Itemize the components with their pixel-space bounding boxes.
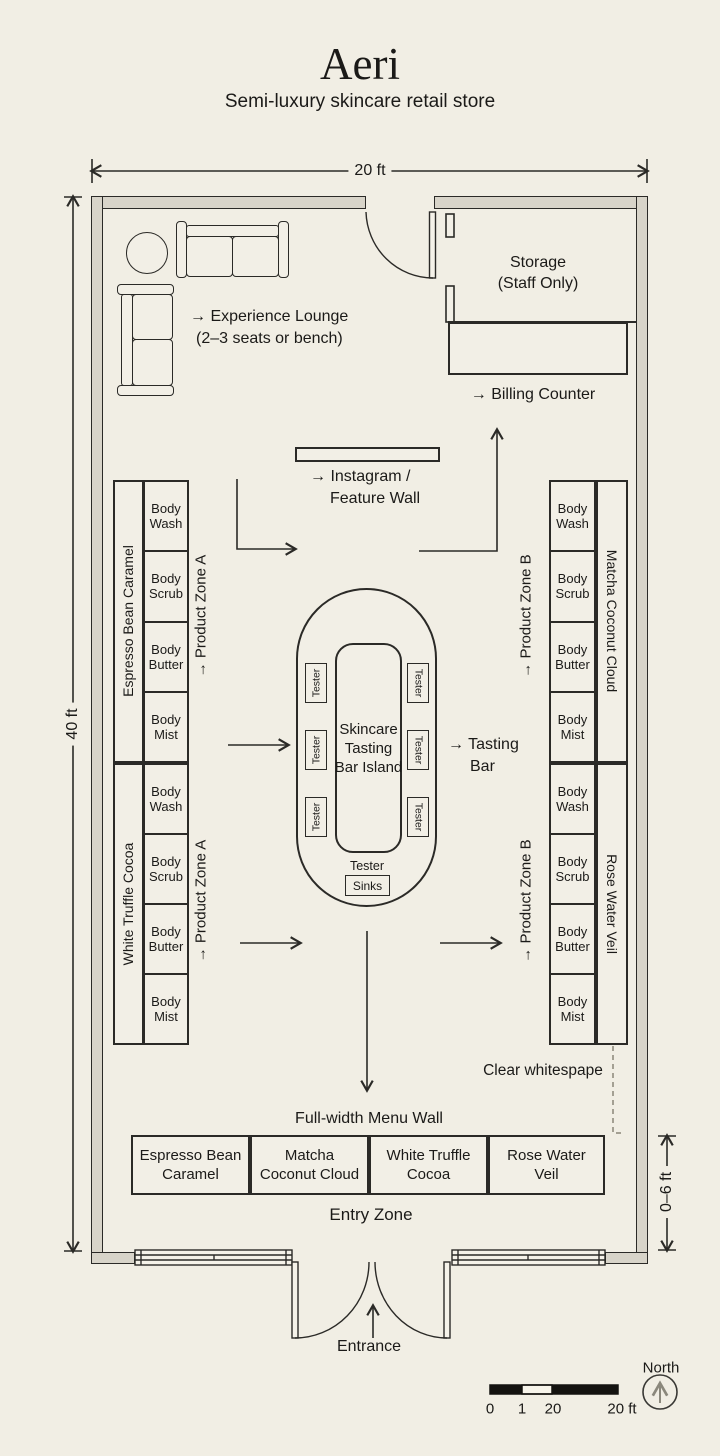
scale-tick-0: 0	[485, 1400, 495, 1418]
shelf-left-top: Body Wash Body Scrub Body Butter Body Mist	[143, 480, 189, 763]
menu-wall-title: Full-width Menu Wall	[295, 1110, 443, 1127]
window-left	[135, 1250, 292, 1265]
scent-label-truffle: White Truffle Cocoa	[120, 842, 136, 966]
entrance-label: Entrance	[336, 1338, 402, 1355]
scale-unit-label: 20 ft	[607, 1400, 637, 1418]
zone-a-label-top: → Product Zone A	[192, 554, 210, 678]
window-right	[452, 1250, 605, 1265]
shelf-left-bottom: Body Wash Body Scrub Body Butter Body Mist	[143, 763, 189, 1045]
zone-b-label-bottom: → Product Zone B	[517, 839, 535, 963]
dim-height-label: 40 ft	[64, 702, 82, 745]
billing-label: → Billing Counter	[470, 386, 596, 403]
scale-bar	[490, 1385, 618, 1394]
lounge-label: → Experience Lounge (2–3 seats or bench)	[190, 308, 349, 347]
tester-sinks-label: Tester	[349, 859, 385, 873]
menu-item-truffle: White Truffle Cocoa	[369, 1135, 488, 1195]
scale-tick-20: 20	[544, 1400, 562, 1418]
zone-a-label-bottom: → Product Zone A	[192, 839, 210, 963]
clear-space-dashed-line	[598, 1043, 625, 1133]
tester-box: Tester	[305, 730, 327, 770]
storage-label: Storage (Staff Only)	[497, 254, 579, 292]
lounge-round-table	[126, 232, 168, 274]
page-subtitle: Semi-luxury skincare retail store	[224, 91, 496, 112]
menu-item-espresso: Espresso Bean Caramel	[131, 1135, 250, 1195]
entrance-doors	[292, 1262, 450, 1338]
entry-zone-label: Entry Zone	[329, 1205, 413, 1224]
clear-whitespace-note: Clear whitespape	[483, 1062, 603, 1079]
dim-entry-label: 0–6 ft	[658, 1166, 676, 1218]
sinks-box: Sinks	[345, 875, 390, 896]
scent-label-espresso: Espresso Bean Caramel	[120, 545, 136, 697]
dim-width-label: 20 ft	[348, 162, 391, 180]
billing-counter	[448, 322, 628, 375]
menu-item-rose: Rose Water Veil	[488, 1135, 605, 1195]
scale-tick-1: 1	[517, 1400, 527, 1418]
shelf-right-bottom: Body Wash Body Scrub Body Butter Body Mist	[549, 763, 596, 1045]
tester-box: Tester	[407, 663, 429, 703]
north-label: North	[642, 1359, 680, 1377]
tasting-bar-label: → Tasting Bar	[448, 736, 519, 775]
feature-wall	[295, 447, 440, 462]
page-title: Aeri	[320, 39, 400, 89]
zone-b-label-top: → Product Zone B	[517, 554, 535, 678]
tester-box: Tester	[407, 730, 429, 770]
scent-label-rose: Rose Water Veil	[604, 854, 620, 954]
north-compass-icon	[643, 1375, 677, 1409]
tester-box: Tester	[305, 663, 327, 703]
tester-box: Tester	[407, 797, 429, 837]
scent-label-matcha: Matcha Coconut Cloud	[604, 549, 620, 693]
tester-box: Tester	[305, 797, 327, 837]
island-counter: Skincare Tasting Bar Island	[335, 643, 402, 853]
flow-arrow-feature-to-right	[237, 479, 295, 549]
shelf-right-top: Body Wash Body Scrub Body Butter Body Mist	[549, 480, 596, 763]
feature-wall-label: → Instagram / Feature Wall	[310, 468, 421, 507]
top-door	[366, 212, 436, 278]
menu-item-matcha: Matcha Coconut Cloud	[250, 1135, 369, 1195]
